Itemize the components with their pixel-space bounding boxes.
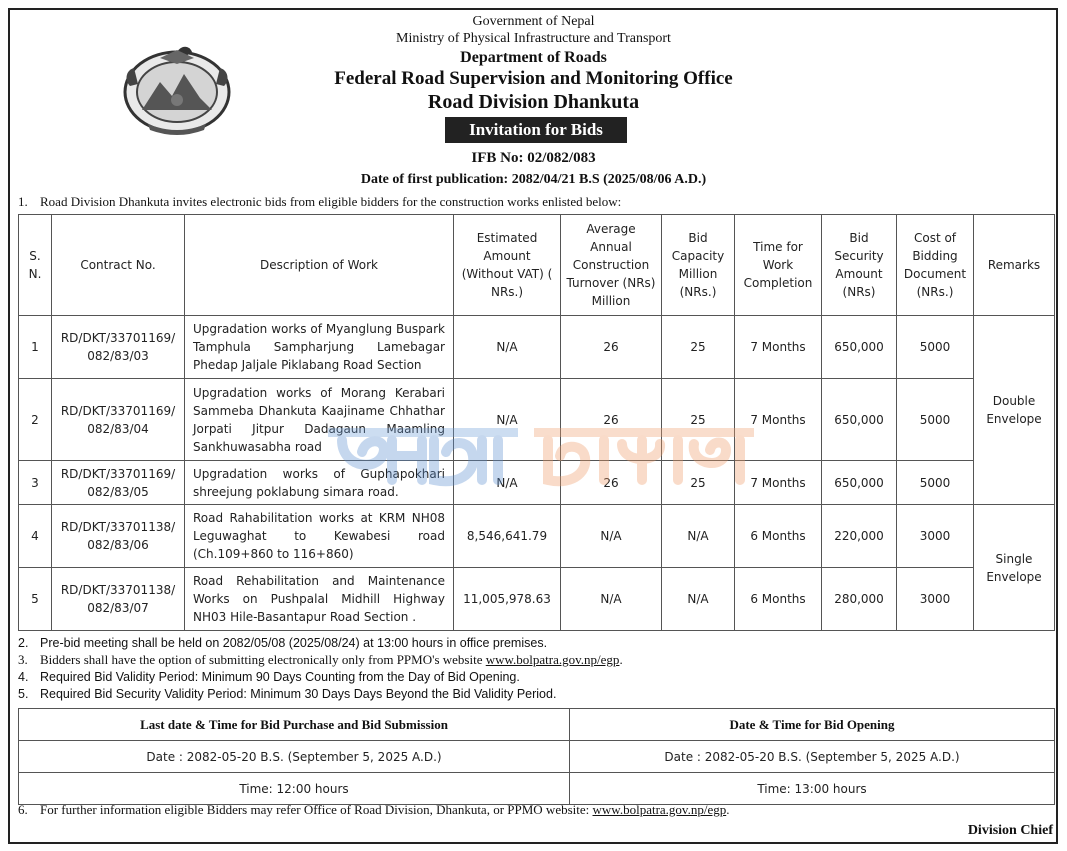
cell-remarks-single: Single Envelope [974,505,1055,631]
header-contract: Contract No. [52,215,185,316]
dates-date-row [19,741,1055,773]
table-row [19,505,1055,568]
cell-capacity: 25 [662,461,735,505]
cell-sn: 4 [19,505,52,568]
dates-header-row [19,709,1055,741]
cell-time: 6 Months [735,505,822,568]
cell-time: 7 Months [735,379,822,461]
cell-description: Road Rehabilitation and Maintenance Works on Pushpalal Midhill Highway NH03 Hile-Basantapur Road Section . [185,568,454,631]
bolpatra-link[interactable]: www.bolpatra.gov.np/egp [485,652,620,667]
table-row [19,568,1055,631]
dates-table [18,708,1055,805]
header-time: Time for Work Completion [735,215,822,316]
header-description: Description of Work [185,215,454,316]
cell-security: 650,000 [822,316,897,379]
intro-text: Road Division Dhankuta invites electronic bids from eligible bidders for the construction works enlisted below: [40,194,622,209]
header-remarks: Remarks [974,215,1055,316]
note-4-number: 4. [18,670,29,684]
cell-cost: 5000 [897,461,974,505]
dates-time-row [19,773,1055,805]
note-3 [18,652,623,668]
signature: Division Chief [967,823,1053,838]
note-4 [18,670,520,684]
cell-turnover: 26 [561,461,662,505]
cell-capacity: N/A [662,505,735,568]
opening-header: Date & Time for Bid Opening [570,709,1055,741]
opening-time: Time: 13:00 hours [570,773,1055,805]
note-6 [18,802,729,818]
cell-contract: RD/DKT/33701169/ 082/83/04 [52,379,185,461]
table-header-row [19,215,1055,316]
note-2 [18,636,547,650]
note-2-number: 2. [18,636,29,650]
cell-contract: RD/DKT/33701169/ 082/83/05 [52,461,185,505]
cell-time: 7 Months [735,461,822,505]
header-security: Bid Security Amount (NRs) [822,215,897,316]
cell-cost: 3000 [897,505,974,568]
cell-cost: 3000 [897,568,974,631]
cell-contract: RD/DKT/33701138/ 082/83/06 [52,505,185,568]
cell-estimated: N/A [454,461,561,505]
bids-table [18,214,1055,631]
cell-contract: RD/DKT/33701169/ 082/83/03 [52,316,185,379]
ministry-line: Ministry of Physical Infrastructure and Transport [396,31,671,46]
cell-turnover: N/A [561,568,662,631]
cell-turnover: N/A [561,505,662,568]
intro-number: 1. [18,194,28,209]
intro-paragraph [18,194,621,210]
division-line: Road Division Dhankuta [427,91,640,113]
header-cost: Cost of Bidding Document (NRs.) [897,215,974,316]
note-5-text: Required Bid Security Validity Period: Minimum 30 Days Days Beyond the Bid Validity Period. [40,687,557,701]
note-2-text: Pre-bid meeting shall be held on 2082/05/08 (2025/08/24) at 13:00 hours in office premises. [40,636,548,650]
cell-sn: 2 [19,379,52,461]
note-3-text: Bidders shall have the option of submitting electronically only from PPMO's website [40,652,483,667]
note-5 [18,687,556,701]
office-line: Federal Road Supervision and Monitoring Office [334,68,733,89]
header-sn: S. N. [19,215,52,316]
cell-description: Upgradation works of Guphapokhari shreejung poklabung simara road. [185,461,454,505]
cell-security: 280,000 [822,568,897,631]
department-line: Department of Roads [460,49,607,66]
note-3-suffix: . [619,652,623,667]
cell-contract: RD/DKT/33701138/ 082/83/07 [52,568,185,631]
cell-sn: 5 [19,568,52,631]
header-turnover: Average Annual Construction Turnover (NRs) Million [561,215,662,316]
cell-security: 650,000 [822,379,897,461]
cell-description: Upgradation works of Myanglung Buspark Tamphula Sampharjung Lamebagar Phedap Jaljale Piklabang Road Section [185,316,454,379]
cell-estimated: 8,546,641.79 [454,505,561,568]
header-capacity: Bid Capacity Million (NRs.) [662,215,735,316]
cell-description: Road Rahabilitation works at KRM NH08 Leguwaghat to Kewabesi road (Ch.109+860 to 116+860) [185,505,454,568]
submission-header: Last date & Time for Bid Purchase and Bid Submission [19,709,570,741]
cell-turnover: 26 [561,316,662,379]
cell-security: 220,000 [822,505,897,568]
note-3-number: 3. [18,652,28,667]
cell-capacity: N/A [662,568,735,631]
invitation-title: Invitation for Bids [445,117,627,143]
note-6-suffix: . [726,802,730,817]
cell-sn: 3 [19,461,52,505]
cell-capacity: 25 [662,316,735,379]
cell-remarks-double: Double Envelope [974,316,1055,505]
cell-estimated: 11,005,978.63 [454,568,561,631]
submission-date: Date : 2082-05-20 B.S. (September 5, 2025 A.D.) [19,741,570,773]
opening-date: Date : 2082-05-20 B.S. (September 5, 2025 A.D.) [570,741,1055,773]
cell-capacity: 25 [662,379,735,461]
cell-estimated: N/A [454,316,561,379]
cell-time: 6 Months [735,568,822,631]
cell-sn: 1 [19,316,52,379]
note-5-number: 5. [18,687,29,701]
publication-date: Date of first publication: 2082/04/21 B.S (2025/08/06 A.D.) [360,172,707,187]
cell-cost: 5000 [897,379,974,461]
note-6-number: 6. [18,802,28,817]
cell-cost: 5000 [897,316,974,379]
note-4-text: Required Bid Validity Period: Minimum 90 Days Counting from the Day of Bid Opening. [40,670,520,684]
bolpatra-link-footer[interactable]: www.bolpatra.gov.np/egp [592,802,727,817]
cell-time: 7 Months [735,316,822,379]
submission-time: Time: 12:00 hours [19,773,570,805]
table-row [19,461,1055,505]
cell-estimated: N/A [454,379,561,461]
cell-security: 650,000 [822,461,897,505]
ifb-number: IFB No: 02/082/083 [471,150,596,166]
note-6-text: For further information eligible Bidders may refer Office of Road Division, Dhankuta, or PPMO website: [40,802,590,817]
header-estimated: Estimated Amount (Without VAT) ( NRs.) [454,215,561,316]
table-row [19,316,1055,379]
cell-turnover: 26 [561,379,662,461]
table-row [19,379,1055,461]
cell-description: Upgradation works of Morang Kerabari Sammeba Dhankuta Kaajiname Chhathar Jorpati Jitpur Dadagaun Maamling Sankhuwasabha road [185,379,454,461]
government-line: Government of Nepal [472,14,595,29]
